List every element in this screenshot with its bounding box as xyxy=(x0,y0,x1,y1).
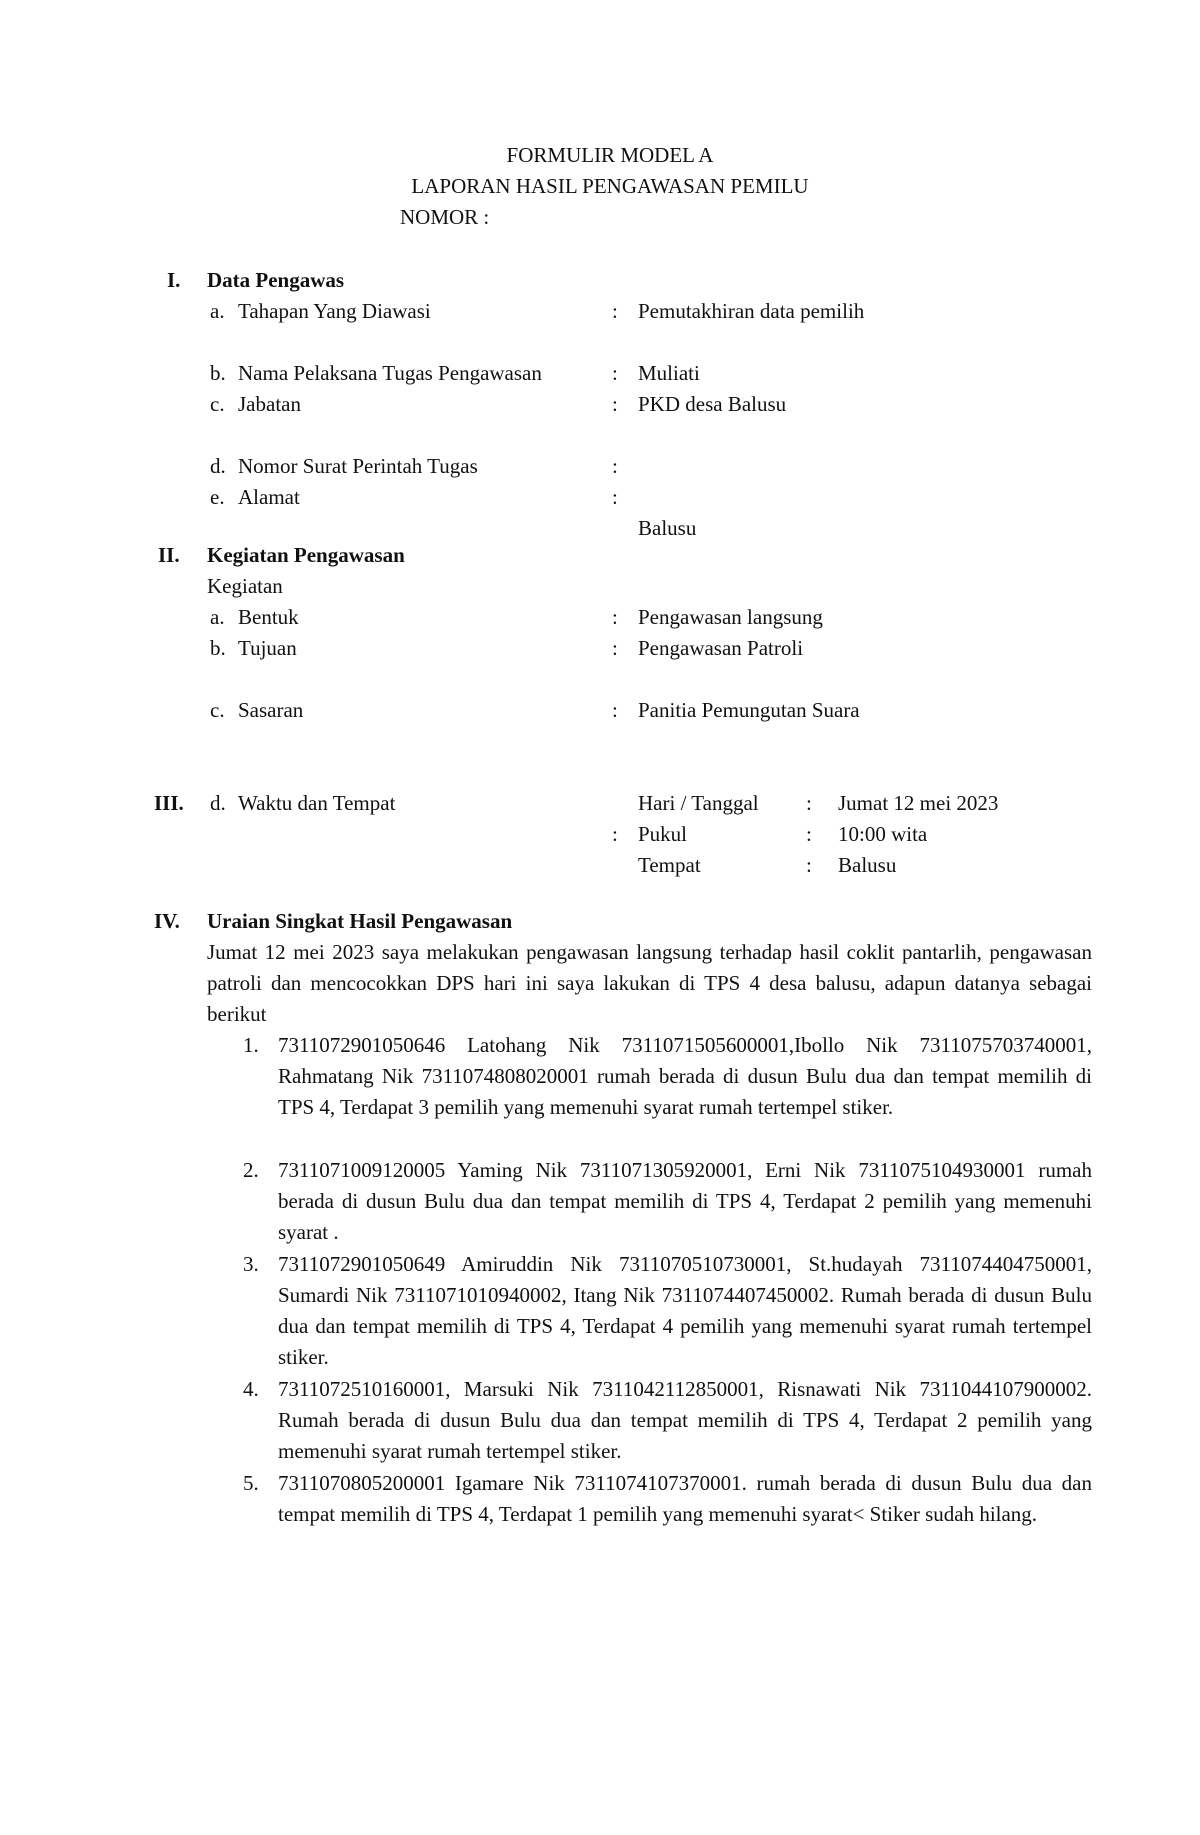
officer-name-label: Nama Pelaksana Tugas Pengawasan xyxy=(238,361,542,385)
stage-label: Tahapan Yang Diawasi xyxy=(238,299,431,323)
time-place-label: Waktu dan Tempat xyxy=(238,791,396,815)
colon: : xyxy=(612,454,618,478)
purpose-value: Pengawasan Patroli xyxy=(638,636,804,660)
target-value: Panitia Pemungutan Suara xyxy=(638,698,860,722)
colon: : xyxy=(612,392,618,416)
activity-subtitle: Kegiatan xyxy=(207,574,283,598)
list-item-number: 5. xyxy=(243,1471,259,1495)
form-value: Pengawasan langsung xyxy=(638,605,823,629)
section-1-title: Data Pengawas xyxy=(207,268,345,292)
date-label: Hari / Tanggal xyxy=(638,791,759,815)
section-4-number: IV. xyxy=(154,909,180,933)
list-item: 7311070805200001 Igamare Nik 7311074107370001. rumah berada di dusun Bulu dua dan tempat memilih di TPS 4, Terdapat 1 pemilih yang memenuhi syarat< Stiker sudah hilang. xyxy=(278,1471,1092,1526)
colon: : xyxy=(806,853,812,877)
list-item: 7311072901050646 Latohang Nik 7311071505600001,Ibollo Nik 7311075703740001, Rahmatang Nik 7311074808020001 rumah berada di dusun Bulu dua dan tempat memilih di TPS 4, Terdapat 3 pemilih yang memenuhi syarat rumah tertempel stiker. xyxy=(278,1033,1092,1119)
colon: : xyxy=(612,822,618,846)
hour-value: 10:00 wita xyxy=(838,822,928,846)
report-title: LAPORAN HASIL PENGAWASAN PEMILU xyxy=(411,174,809,198)
position-value: PKD desa Balusu xyxy=(638,392,787,416)
date-value: Jumat 12 mei 2023 xyxy=(838,791,999,815)
form-label: Bentuk xyxy=(238,605,299,629)
colon: : xyxy=(612,361,618,385)
colon: : xyxy=(806,791,812,815)
section-2-title: Kegiatan Pengawasan xyxy=(207,543,405,567)
item-letter: b. xyxy=(210,636,226,660)
order-number-label: Nomor Surat Perintah Tugas xyxy=(238,454,478,478)
section-3-number: III. xyxy=(154,791,184,815)
list-item-number: 3. xyxy=(243,1252,259,1276)
colon: : xyxy=(612,698,618,722)
target-label: Sasaran xyxy=(238,698,304,722)
item-letter: c. xyxy=(210,698,225,722)
place-value: Balusu xyxy=(838,853,897,877)
position-label: Jabatan xyxy=(238,392,301,416)
colon: : xyxy=(612,605,618,629)
hour-label: Pukul xyxy=(638,822,688,846)
number-label: NOMOR : xyxy=(400,205,490,229)
colon: : xyxy=(612,299,618,323)
item-letter: b. xyxy=(210,361,226,385)
list-item: 7311071009120005 Yaming Nik 7311071305920001, Erni Nik 7311075104930001 rumah berada di dusun Bulu dua dan tempat memilih di TPS 4, Terdapat 2 pemilih yang memenuhi syarat . xyxy=(278,1158,1092,1244)
item-letter: d. xyxy=(210,791,226,815)
item-letter: c. xyxy=(210,392,225,416)
section-2-number: II. xyxy=(158,543,180,567)
item-letter: d. xyxy=(210,454,226,478)
summary-intro: Jumat 12 mei 2023 saya melakukan pengawasan langsung terhadap hasil coklit pantarlih, pengawasan patroli dan mencocokkan DPS hari ini saya lakukan di TPS 4 desa balusu, adapun datanya sebagai berikut xyxy=(207,940,1092,1026)
list-item: 7311072901050649 Amiruddin Nik 7311070510730001, St.hudayah 7311074404750001, Sumardi Nik 7311071010940002, Itang Nik 7311074407450002. Rumah berada di dusun Bulu dua dan tempat memilih di TPS 4, Terdapat 4 pemilih yang memenuhi syarat rumah tertempel stiker. xyxy=(278,1252,1092,1369)
address-value: Balusu xyxy=(638,516,697,540)
colon: : xyxy=(612,485,618,509)
section-4-title: Uraian Singkat Hasil Pengawasan xyxy=(207,909,513,933)
list-item-number: 2. xyxy=(243,1158,259,1182)
place-label: Tempat xyxy=(638,853,701,877)
address-label: Alamat xyxy=(238,485,300,509)
officer-name-value: Muliati xyxy=(638,361,700,385)
section-1-number: I. xyxy=(167,268,181,292)
list-item: 7311072510160001, Marsuki Nik 7311042112850001, Risnawati Nik 7311044107900002. Rumah berada di dusun Bulu dua dan tempat memilih di TPS 4, Terdapat 2 pemilih yang memenuhi syarat rumah tertempel stiker. xyxy=(278,1377,1092,1463)
colon: : xyxy=(612,636,618,660)
item-letter: a. xyxy=(210,605,225,629)
form-title: FORMULIR MODEL A xyxy=(506,143,714,167)
item-letter: a. xyxy=(210,299,225,323)
list-item-number: 4. xyxy=(243,1377,259,1401)
list-item-number: 1. xyxy=(243,1033,259,1057)
colon: : xyxy=(806,822,812,846)
stage-value: Pemutakhiran data pemilih xyxy=(638,299,865,323)
purpose-label: Tujuan xyxy=(238,636,297,660)
item-letter: e. xyxy=(210,485,225,509)
